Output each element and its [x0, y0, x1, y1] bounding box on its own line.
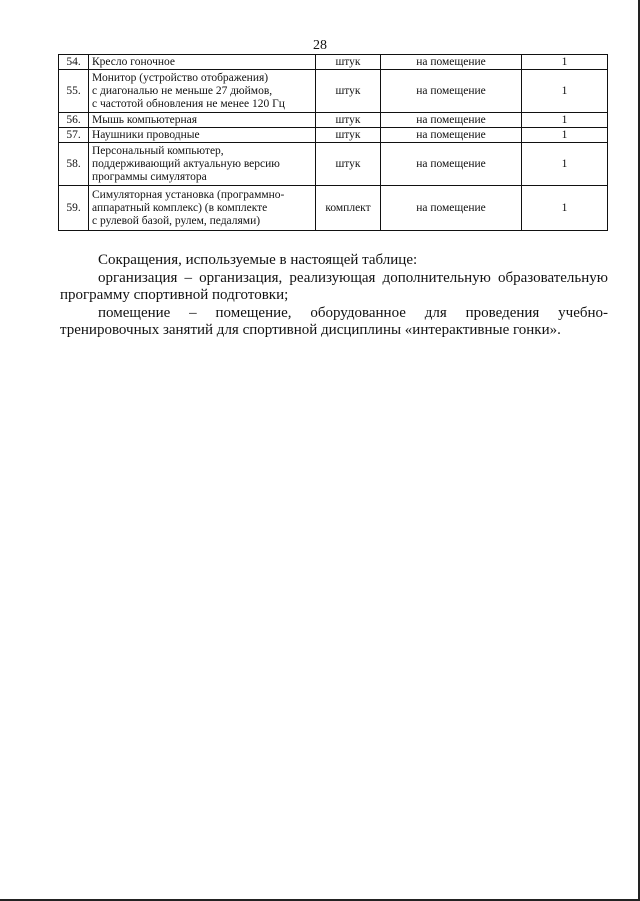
equipment-table-body: [59, 55, 608, 231]
row-number-cell: 57.: [59, 128, 89, 143]
row-number-cell: 54.: [59, 55, 89, 70]
abbreviations-intro: Сокращения, используемые в настоящей таблице:: [98, 252, 418, 268]
basis-cell: на помещение: [381, 55, 522, 70]
quantity-cell: 1: [522, 70, 608, 113]
unit-cell: штук: [316, 113, 381, 128]
quantity-cell: 1: [522, 186, 608, 231]
quantity-cell: 1: [522, 113, 608, 128]
quantity-cell: 1: [522, 55, 608, 70]
table-row: [59, 55, 608, 70]
premises-definition: помещение – помещение, оборудованное для проведения учебно-тренировочных занятий для спортивной дисциплины «интерактивные гонки».: [60, 304, 608, 338]
item-name-cell: Мышь компьютерная: [89, 113, 316, 128]
item-name-cell: Монитор (устройство отображения) с диагональю не меньше 27 дюймов, с частотой обновления не менее 120 Гц: [89, 70, 316, 113]
basis-cell: на помещение: [381, 186, 522, 231]
row-number-cell: 59.: [59, 186, 89, 231]
abbreviations-section: [60, 252, 608, 340]
basis-cell: на помещение: [381, 70, 522, 113]
table-row: [59, 186, 608, 231]
basis-cell: на помещение: [381, 113, 522, 128]
page-number: 28: [313, 38, 327, 53]
item-name-cell: Персональный компьютер, поддерживающий актуальную версию программы симулятора: [89, 143, 316, 186]
table-row: [59, 143, 608, 186]
row-number-cell: 56.: [59, 113, 89, 128]
table-row: [59, 128, 608, 143]
basis-cell: на помещение: [381, 128, 522, 143]
unit-cell: штук: [316, 128, 381, 143]
unit-cell: штук: [316, 70, 381, 113]
unit-cell: штук: [316, 55, 381, 70]
unit-cell: штук: [316, 143, 381, 186]
row-number-cell: 55.: [59, 70, 89, 113]
row-number-cell: 58.: [59, 143, 89, 186]
item-name-cell: Наушники проводные: [89, 128, 316, 143]
item-name-cell: Кресло гоночное: [89, 55, 316, 70]
unit-cell: комплект: [316, 186, 381, 231]
table-row: [59, 113, 608, 128]
quantity-cell: 1: [522, 143, 608, 186]
quantity-cell: 1: [522, 128, 608, 143]
equipment-table: [58, 54, 608, 231]
organization-definition: организация – организация, реализующая дополнительную образовательную программу спортивной подготовки;: [60, 269, 608, 303]
basis-cell: на помещение: [381, 143, 522, 186]
table-row: [59, 70, 608, 113]
item-name-cell: Симуляторная установка (программно- аппаратный комплекс) (в комплекте с рулевой базой, рулем, педалями): [89, 186, 316, 231]
